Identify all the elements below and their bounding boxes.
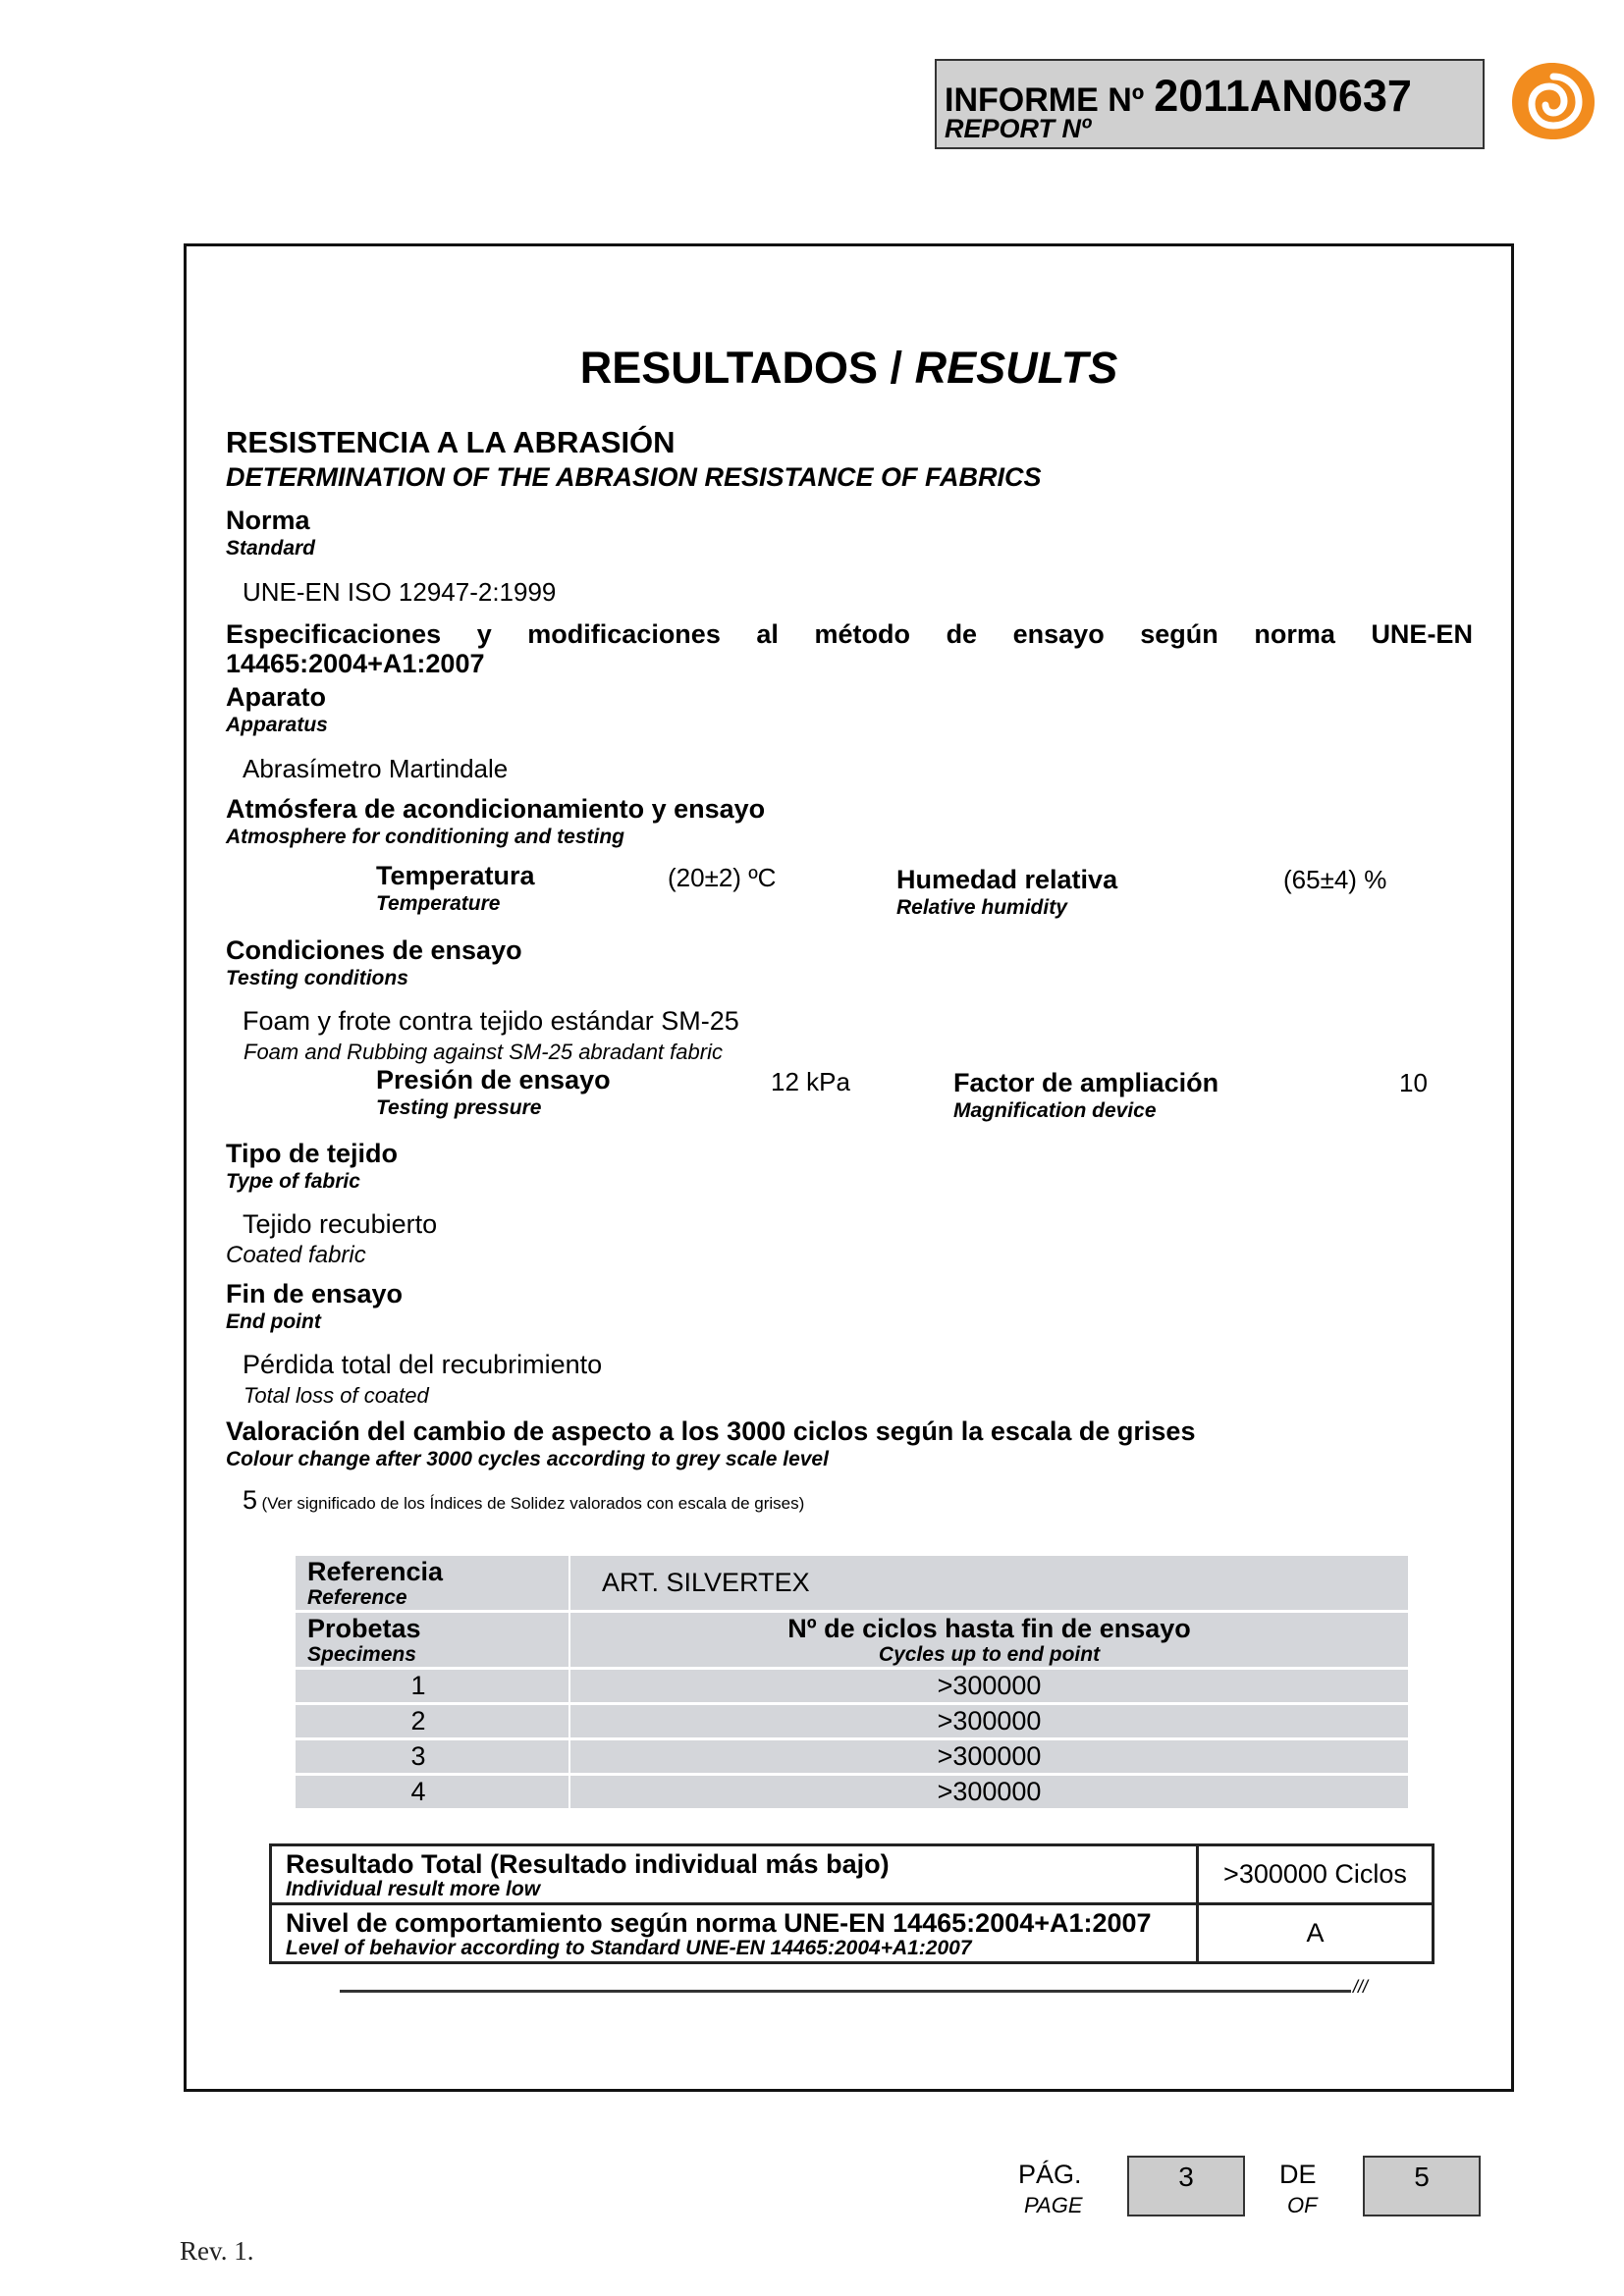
- page-title: [187, 343, 1511, 394]
- conditions-value: Foam y frote contra tejido estándar SM-25: [243, 1006, 739, 1036]
- current-page-box: 3: [1127, 2156, 1245, 2216]
- report-number-box: [935, 59, 1485, 149]
- standard-label: Norma: [226, 506, 310, 535]
- spec-word: según: [1140, 619, 1218, 649]
- level-row: [271, 1904, 1434, 1963]
- spec-word: Especificaciones: [226, 619, 442, 649]
- title-es: RESULTADOS /: [579, 343, 903, 393]
- level-label: Nivel de comportamiento según norma UNE-EN 14465:2004+A1:2007: [286, 1907, 1152, 1938]
- spec-word: norma: [1254, 619, 1335, 649]
- colour-change-label: Valoración del cambio de aspecto a los 3000 ciclos según la escala de grises: [226, 1416, 1196, 1446]
- reference-label-en: Reference: [307, 1585, 407, 1609]
- magnification-label-en: Magnification device: [953, 1099, 1157, 1122]
- total-result-label: Resultado Total (Resultado individual más bajo): [286, 1848, 890, 1879]
- of-label-en: OF: [1287, 2193, 1318, 2217]
- specimen-cycles: >300000: [570, 1776, 1408, 1811]
- reference-label-cell: [296, 1556, 570, 1613]
- reference-label: Referencia: [307, 1556, 444, 1586]
- spec-word: UNE-EN: [1371, 619, 1473, 649]
- fabric-value-en: Coated fabric: [226, 1242, 366, 1268]
- cycles-header-cell: [570, 1613, 1408, 1670]
- summary-table: [269, 1843, 1435, 1964]
- specimens-header-cell: [296, 1613, 570, 1670]
- header-row: [296, 1613, 1408, 1670]
- colour-change-value-row: [243, 1485, 804, 1516]
- end-point-value: Pérdida total del recubrimiento: [243, 1350, 603, 1379]
- conditions-label: Condiciones de ensayo: [226, 935, 522, 965]
- report-label-en: REPORT Nº: [945, 114, 1091, 143]
- spec-word: método: [814, 619, 910, 649]
- specimen-number: 3: [296, 1740, 570, 1776]
- end-point-value-en: Total loss of coated: [244, 1383, 429, 1408]
- level-label-en: Level of behavior according to Standard UNE-EN 14465:2004+A1:2007: [286, 1936, 972, 1959]
- pressure-value: 12 kPa: [771, 1067, 850, 1096]
- spec-word: ensayo: [1012, 619, 1105, 649]
- magnification-value: 10: [1399, 1068, 1428, 1097]
- reference-value: ART. SILVERTEX: [570, 1556, 1408, 1613]
- cycles-header-en: Cycles up to end point: [878, 1642, 1101, 1666]
- apparatus-label: Aparato: [226, 682, 327, 712]
- specimen-number: 4: [296, 1776, 570, 1811]
- conditions-label-en: Testing conditions: [226, 967, 408, 989]
- spec-word: de: [946, 619, 978, 649]
- atmosphere-label-en: Atmosphere for conditioning and testing: [226, 826, 624, 848]
- temperature-value: (20±2) ºC: [668, 863, 777, 892]
- report-label-es: INFORME Nº: [945, 81, 1145, 119]
- total-result-row: [271, 1845, 1434, 1904]
- specimen-cycles: >300000: [570, 1705, 1408, 1740]
- specimen-cycles: >300000: [570, 1740, 1408, 1776]
- report-number: 2011AN0637: [1154, 71, 1412, 121]
- revision-label: Rev. 1.: [180, 2236, 254, 2266]
- specimen-cycles: >300000: [570, 1670, 1408, 1705]
- table-row: [296, 1776, 1408, 1811]
- reference-row: [296, 1556, 1408, 1613]
- pressure-label: Presión de ensayo: [376, 1065, 611, 1095]
- cycles-header: Nº de ciclos hasta fin de ensayo: [787, 1613, 1191, 1643]
- colour-change-label-en: Colour change after 3000 cycles according to grey scale level: [226, 1448, 829, 1470]
- test-name-en: DETERMINATION OF THE ABRASION RESISTANCE OF FABRICS: [226, 462, 1042, 492]
- pressure-label-en: Testing pressure: [376, 1096, 542, 1119]
- spec-word: modificaciones: [527, 619, 721, 649]
- humidity-label-en: Relative humidity: [896, 896, 1067, 919]
- total-result-label-en: Individual result more low: [286, 1877, 541, 1900]
- specimens-header-en: Specimens: [307, 1642, 416, 1666]
- page-label-en: PAGE: [1024, 2193, 1083, 2217]
- conditions-value-en: Foam and Rubbing against SM-25 abradant fabric: [244, 1040, 723, 1064]
- specifications-line: [226, 619, 1473, 650]
- apparatus-label-en: Apparatus: [226, 714, 328, 736]
- orange-spiral-logo-icon: [1508, 61, 1597, 141]
- total-pages-box: 5: [1363, 2156, 1481, 2216]
- level-label-cell: [271, 1904, 1198, 1963]
- end-of-content-line: [340, 1990, 1351, 1993]
- apparatus-value: Abrasímetro Martindale: [243, 754, 509, 783]
- fabric-label: Tipo de tejido: [226, 1139, 398, 1168]
- specimen-number: 1: [296, 1670, 570, 1705]
- title-en: RESULTS: [914, 343, 1118, 393]
- end-point-label: Fin de ensayo: [226, 1279, 404, 1308]
- specimens-header: Probetas: [307, 1613, 421, 1643]
- of-label: DE: [1279, 2160, 1317, 2189]
- humidity-label: Humedad relativa: [896, 865, 1118, 894]
- specifications-standard: 14465:2004+A1:2007: [226, 649, 485, 678]
- colour-change-note: (Ver significado de los Índices de Solidez valorados con escala de grises): [261, 1494, 805, 1513]
- standard-label-en: Standard: [226, 537, 316, 560]
- temperature-label: Temperatura: [376, 861, 535, 890]
- end-mark: ///: [1353, 1977, 1369, 1997]
- page-label: PÁG.: [1018, 2160, 1082, 2189]
- total-result-value: >300000 Ciclos: [1198, 1845, 1434, 1904]
- fabric-label-en: Type of fabric: [226, 1170, 360, 1193]
- table-row: [296, 1740, 1408, 1776]
- level-value: A: [1198, 1904, 1434, 1963]
- results-frame: [184, 243, 1514, 2092]
- total-result-label-cell: [271, 1845, 1198, 1904]
- atmosphere-label: Atmósfera de acondicionamiento y ensayo: [226, 794, 766, 824]
- standard-value: UNE-EN ISO 12947-2:1999: [243, 577, 557, 607]
- colour-change-value: 5: [243, 1485, 258, 1515]
- spec-word: y: [476, 619, 492, 649]
- table-row: [296, 1705, 1408, 1740]
- specimen-number: 2: [296, 1705, 570, 1740]
- magnification-label: Factor de ampliación: [953, 1068, 1219, 1097]
- results-table: [296, 1556, 1408, 1811]
- temperature-label-en: Temperature: [376, 892, 501, 915]
- humidity-value: (65±4) %: [1283, 865, 1387, 894]
- test-name-es: RESISTENCIA A LA ABRASIÓN: [226, 425, 676, 459]
- end-point-label-en: End point: [226, 1310, 321, 1333]
- table-row: [296, 1670, 1408, 1705]
- spec-word: al: [756, 619, 779, 649]
- fabric-value: Tejido recubierto: [243, 1209, 438, 1239]
